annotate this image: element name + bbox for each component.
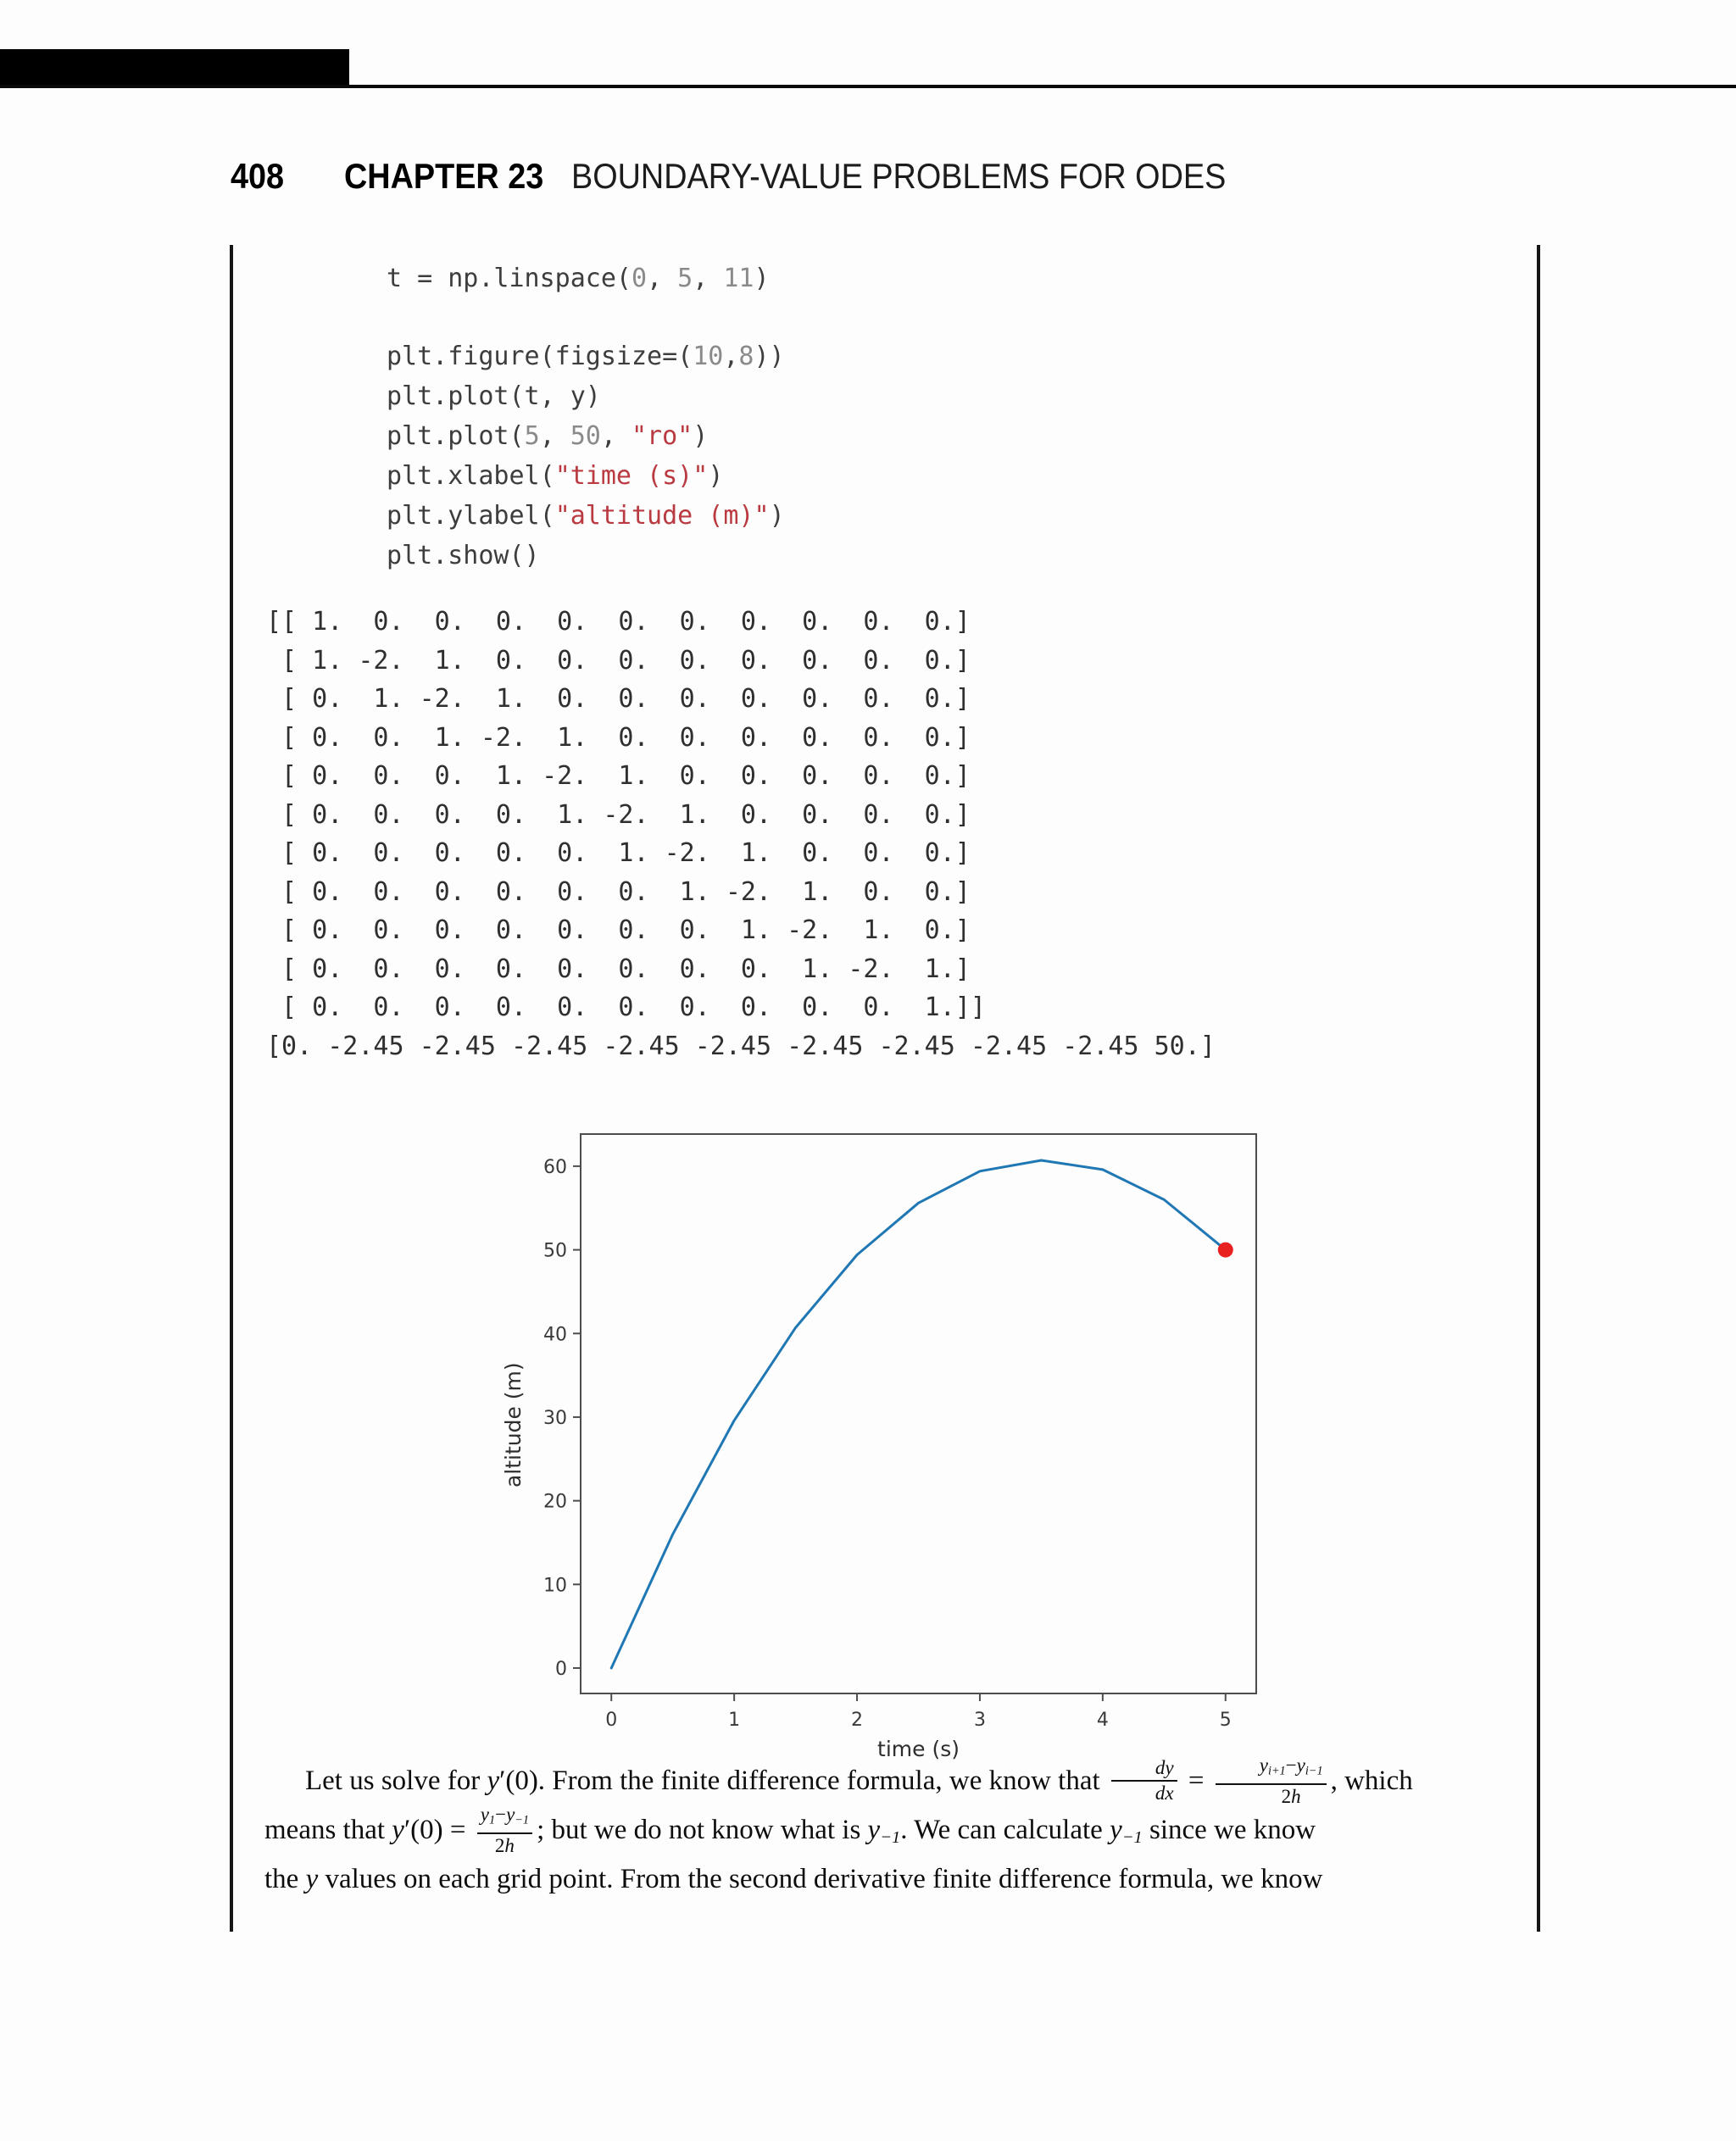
math-variable: y bbox=[480, 1804, 489, 1826]
math-variable: y bbox=[392, 1815, 404, 1845]
code-token: , bbox=[647, 264, 678, 293]
header-rule bbox=[0, 85, 1736, 88]
code-token: ) bbox=[769, 501, 785, 531]
code-number-token: 50 bbox=[570, 421, 601, 451]
fraction-numerator bbox=[1111, 1757, 1177, 1782]
math-subscript: i+1 bbox=[1267, 1764, 1286, 1778]
code-token: ) bbox=[693, 421, 709, 451]
text-run: values on each grid point. From the second derivative finite difference formula, we know bbox=[318, 1864, 1323, 1894]
text-run: , which bbox=[1330, 1766, 1413, 1796]
code-token: plt.ylabel( bbox=[387, 501, 555, 531]
math-variable: y bbox=[1296, 1755, 1305, 1777]
fraction-denominator bbox=[1111, 1782, 1177, 1805]
text-run: Let us solve for bbox=[305, 1766, 487, 1796]
text-run: 2 bbox=[1281, 1785, 1292, 1807]
code-number-token: 5 bbox=[677, 264, 693, 293]
code-line bbox=[387, 456, 785, 496]
chapter-title: BOUNDARY-VALUE PROBLEMS FOR ODES bbox=[571, 156, 1227, 196]
code-token: , bbox=[723, 342, 739, 371]
left-margin-rule bbox=[230, 245, 233, 1932]
code-number-token: 5 bbox=[524, 421, 540, 451]
code-string-token: "altitude (m)" bbox=[554, 501, 770, 531]
y-tick-label: 60 bbox=[543, 1156, 567, 1178]
code-line-linspace bbox=[387, 259, 770, 298]
text-run: − bbox=[495, 1804, 507, 1826]
math-subscript: −1 bbox=[1121, 1828, 1143, 1848]
text-run: ′ bbox=[499, 1766, 506, 1796]
math-variable: dy bbox=[1155, 1757, 1174, 1779]
x-tick-label: 1 bbox=[728, 1710, 741, 1731]
matrix-row: [[ 1. 0. 0. 0. 0. 0. 0. 0. 0. 0. 0.] bbox=[266, 607, 971, 637]
code-line bbox=[387, 416, 785, 456]
x-tick-label: 0 bbox=[605, 1710, 618, 1731]
code-string-token: "ro" bbox=[632, 421, 693, 451]
page-header bbox=[0, 156, 1736, 200]
code-line bbox=[387, 259, 770, 298]
x-axis-label: time (s) bbox=[877, 1737, 960, 1761]
matrix-row: [ 0. 0. 0. 0. 0. 0. 0. 0. 1. -2. 1.] bbox=[266, 954, 971, 984]
boundary-point-marker bbox=[1218, 1243, 1233, 1258]
code-token: , bbox=[539, 421, 570, 451]
math-fraction bbox=[1216, 1755, 1327, 1808]
code-token: plt.xlabel( bbox=[387, 461, 555, 491]
text-run: since we know bbox=[1142, 1815, 1316, 1845]
y-tick-label: 50 bbox=[543, 1240, 567, 1262]
text-run: (0). From the finite difference formula, we know that bbox=[505, 1766, 1107, 1796]
altitude-curve bbox=[611, 1160, 1226, 1668]
y-tick-label: 30 bbox=[543, 1407, 567, 1429]
math-variable: h bbox=[1291, 1785, 1301, 1807]
math-subscript: 1 bbox=[488, 1813, 496, 1827]
x-tick-label: 5 bbox=[1219, 1710, 1232, 1731]
code-token: plt.show() bbox=[387, 541, 540, 570]
code-line bbox=[387, 336, 785, 376]
code-string-token: "time (s)" bbox=[554, 461, 709, 491]
chart-frame bbox=[581, 1134, 1256, 1693]
math-subscript: i−1 bbox=[1305, 1764, 1323, 1778]
code-number-token: 10 bbox=[693, 342, 724, 371]
altitude-vs-time-chart bbox=[492, 1117, 1271, 1761]
math-subscript: −1 bbox=[880, 1828, 901, 1848]
code-token: t = np.linspace( bbox=[387, 264, 632, 293]
text-run: = bbox=[1181, 1766, 1211, 1796]
y-tick-label: 10 bbox=[543, 1575, 567, 1597]
code-token: , bbox=[600, 421, 632, 451]
text-run: − bbox=[1285, 1755, 1297, 1777]
math-variable: dx bbox=[1155, 1782, 1174, 1805]
rhs-vector-row: [0. -2.45 -2.45 -2.45 -2.45 -2.45 -2.45 -2.45 -2.45 -2.45 50.] bbox=[266, 1031, 1216, 1061]
code-number-token: 11 bbox=[723, 264, 754, 293]
math-fraction bbox=[1111, 1757, 1177, 1805]
y-axis-label: altitude (m) bbox=[501, 1362, 526, 1488]
math-subscript: −1 bbox=[515, 1813, 530, 1827]
matrix-row: [ 0. 0. 0. 0. 0. 1. -2. 1. 0. 0. 0.] bbox=[266, 838, 971, 868]
code-token: ) bbox=[708, 461, 724, 491]
math-variable: h bbox=[504, 1834, 515, 1856]
math-variable: y bbox=[867, 1815, 881, 1845]
code-token: plt.plot(t, y) bbox=[387, 381, 601, 411]
matrix-row: [ 0. 0. 1. -2. 1. 0. 0. 0. 0. 0. 0.] bbox=[266, 722, 971, 753]
matrix-row: [ 0. 0. 0. 1. -2. 1. 0. 0. 0. 0. 0.] bbox=[266, 761, 971, 791]
matrix-row: [ 1. -2. 1. 0. 0. 0. 0. 0. 0. 0. 0.] bbox=[266, 645, 971, 676]
matrix-row: [ 0. 1. -2. 1. 0. 0. 0. 0. 0. 0. 0.] bbox=[266, 684, 971, 714]
matrix-row: [ 0. 0. 0. 0. 1. -2. 1. 0. 0. 0. 0.] bbox=[266, 799, 971, 830]
math-variable: y bbox=[506, 1804, 515, 1826]
x-tick-label: 3 bbox=[973, 1710, 986, 1731]
fraction-denominator bbox=[1216, 1785, 1327, 1808]
matrix-output bbox=[266, 603, 1216, 1065]
math-variable: y bbox=[305, 1864, 319, 1894]
paragraph-line bbox=[264, 1855, 1541, 1904]
math-variable: y bbox=[487, 1766, 500, 1796]
matrix-row: [ 0. 0. 0. 0. 0. 0. 0. 0. 0. 0. 1.]] bbox=[266, 993, 986, 1022]
code-token: , bbox=[693, 264, 724, 293]
code-line bbox=[387, 376, 785, 416]
code-token: ) bbox=[754, 264, 770, 293]
fraction-numerator bbox=[477, 1804, 532, 1834]
x-tick-label: 2 bbox=[851, 1710, 864, 1731]
y-tick-label: 0 bbox=[555, 1659, 567, 1680]
fraction-numerator bbox=[1216, 1755, 1327, 1785]
matrix-row: [ 0. 0. 0. 0. 0. 0. 1. -2. 1. 0. 0.] bbox=[266, 876, 971, 907]
page-number: 408 bbox=[231, 156, 285, 196]
code-token: )) bbox=[754, 342, 785, 371]
paragraph-line bbox=[264, 1805, 1541, 1855]
code-line bbox=[387, 496, 785, 536]
body-paragraph bbox=[264, 1756, 1541, 1904]
text-run: 2 bbox=[494, 1834, 505, 1856]
code-block-plot bbox=[387, 336, 785, 576]
code-line bbox=[387, 536, 785, 576]
text-run: (0) = bbox=[410, 1815, 473, 1845]
code-token: plt.figure(figsize=( bbox=[387, 342, 693, 371]
text-run: . We can calculate bbox=[900, 1815, 1110, 1845]
math-fraction bbox=[477, 1804, 532, 1857]
code-number-token: 8 bbox=[738, 342, 754, 371]
text-run: ; but we do not know what is bbox=[537, 1815, 868, 1845]
code-token: plt.plot( bbox=[387, 421, 525, 451]
matrix-row: [ 0. 0. 0. 0. 0. 0. 0. 1. -2. 1. 0.] bbox=[266, 915, 971, 945]
math-variable: y bbox=[1259, 1755, 1268, 1777]
text-run: ′ bbox=[403, 1815, 411, 1845]
paragraph-line bbox=[264, 1756, 1541, 1805]
y-tick-label: 20 bbox=[543, 1491, 567, 1513]
y-tick-label: 40 bbox=[543, 1324, 567, 1346]
text-run: the bbox=[264, 1864, 306, 1894]
right-margin-rule bbox=[1537, 245, 1540, 1932]
top-black-bar bbox=[0, 49, 349, 87]
fraction-denominator bbox=[477, 1834, 532, 1857]
code-number-token: 0 bbox=[631, 264, 648, 293]
text-run: means that bbox=[264, 1815, 392, 1845]
math-variable: y bbox=[1110, 1815, 1122, 1845]
x-tick-label: 4 bbox=[1096, 1710, 1109, 1731]
chapter-label: CHAPTER 23 bbox=[344, 156, 544, 196]
